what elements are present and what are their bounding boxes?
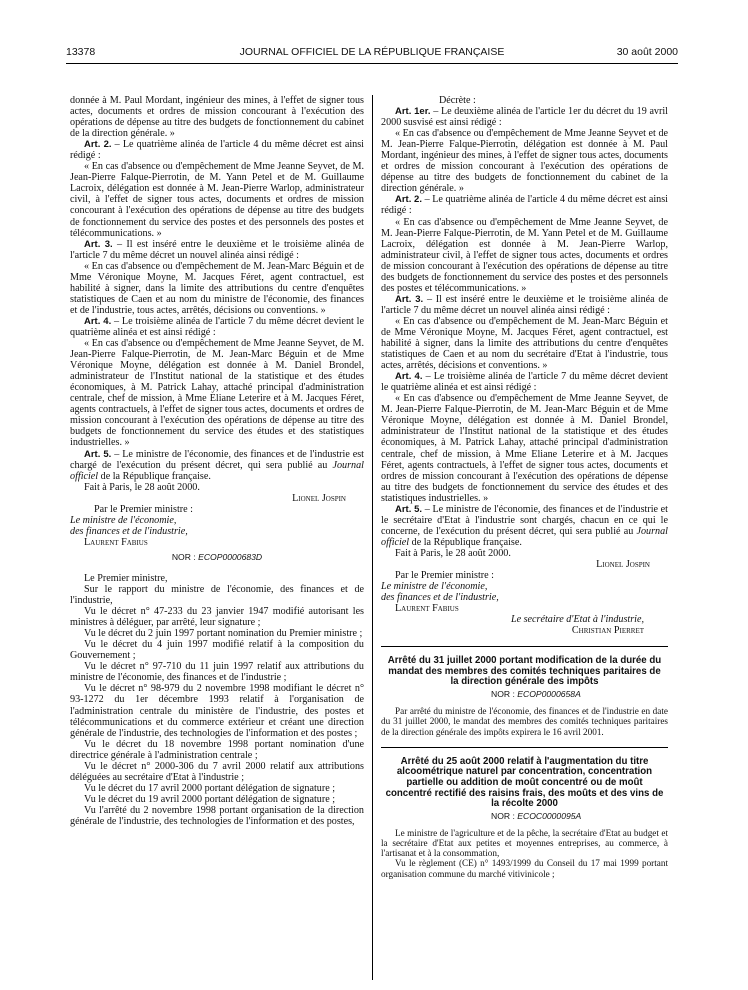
article-3 (70, 239, 364, 261)
nor-reference (381, 811, 668, 822)
article-text: – Le troisième alinéa de l'article 7 du même décret devient le quatrième alinéa et est ainsi rédigé : (381, 371, 668, 394)
article-2 (70, 139, 364, 161)
fait-line: Fait à Paris, le 28 août 2000. (395, 547, 511, 559)
par-premier-ministre: Par le Premier ministre : (395, 570, 494, 582)
left-column (70, 95, 364, 827)
paragraph: Vu l'arrêté du 2 novembre 1998 portant organisation de la direction générale de l'industrie, des technologies de l'information et des postes, (70, 804, 364, 827)
article-text: – Il est inséré entre le deuxième et le troisième alinéa de l'article 7 du même décret un nouvel alinéa ainsi rédigé : (70, 238, 364, 261)
quote-paragraph: « En cas d'absence ou d'empêchement de Mme Jeanne Seyvet, de M. Jean-Pierre Falque-Pierrotin, de M. Jean-Marc Béguin et de Mme Véronique Moyne, délégation est donnée à M. Daniel Brondel, administrateur de l'Institut national de la statistique et des études économiques, à M. Patrick Lahay, attaché principal d'administration centrale, chef de mission, à Mme Eliane Leterire et à M. Jacques Féret, agents contractuels, à l'effet de signer tous actes, documents et ordres de mission concourant à l'exécution des opérations de dépense au titre des budgets de fonctionnement du service des études et des statistiques industrielles. » (381, 393, 668, 504)
article-text: – Il est inséré entre le deuxième et le troisième alinéa de l'article 7 du même décret un nouvel alinéa ainsi rédigé : (381, 293, 668, 316)
column-divider (372, 95, 373, 980)
article-label: Art. 1er. (395, 106, 431, 118)
quote-paragraph: « En cas d'absence ou d'empêchement de Mme Jeanne Seyvet, de M. Jean-Pierre Falque-Pierrotin, de M. Jean-Marc Béguin et de Mme Véronique Moyne, délégation est donnée à M. Daniel Brondel, administrateur de l'Institut national de la statistique et des études économiques, à M. Patrick Lahay, attaché principal d'administration centrale, chef de mission, à Mme Eliane Leterire et à M. Jacques Féret, agents contractuels, à l'effet de signer tous actes, documents et ordres de mission concourant à l'exécution des opérations de dépense au titre des budgets de fonctionnement du service des études et des statistiques industrielles. » (70, 338, 364, 449)
minister-title-1: Le ministre de l'économie, (381, 581, 488, 593)
minister-title-2: des finances et de l'industrie, (381, 592, 499, 604)
journal-name: Journal officiel (70, 459, 364, 482)
paragraph: Vu le décret n° 97-710 du 11 juin 1997 relatif aux attributions du ministre de l'économie, des finances et de l'industrie ; (70, 661, 364, 684)
quote-paragraph: « En cas d'absence ou d'empêchement de Mme Jeanne Seyvet, de M. Jean-Pierre Falque-Pierrotin, de M. Yann Petel et de M. Guillaume Lacroix, délégation est donnée à M. Jean-Pierre Warlop, administrateur civil, à l'effet de signer tous actes, documents et ordres de mission concourant à l'exécution des opérations de dépense au titre des budgets de fonctionnement du service des postes et des personnels des postes et télécommunications. » (70, 161, 364, 239)
paragraph: Le Premier ministre, (84, 572, 168, 584)
article-label: Art. 4. (84, 315, 112, 327)
article-label: Art. 3. (84, 238, 113, 250)
paragraph: Vu le décret n° 47-233 du 23 janvier 1947 modifié autorisant les ministres à déléguer, par arrêté, leur signature ; (70, 606, 364, 629)
arrete-title: Arrêté du 25 août 2000 relatif à l'augmentation du titre alcoométrique naturel par concentration, concentration partielle ou addition de moût concentré ou de moût concentré rectifié des raisins frais, des moûts et des vins de la récolte 2000 (385, 755, 664, 810)
nor-code: ECOP0000658A (517, 689, 581, 700)
nor-prefix: NOR : (491, 689, 518, 700)
paragraph: Le ministre de l'agriculture et de la pêche, la secrétaire d'Etat au budget et la secrétaire d'Etat aux petites et moyennes entreprises, au commerce, à l'artisanat et à la consommation, (381, 827, 668, 859)
secretary-title: Le secrétaire d'Etat à l'industrie, (510, 614, 644, 626)
quote-paragraph: « En cas d'absence ou d'empêchement de Mme Jeanne Seyvet et de M. Jean-Pierre Falque-Pierrotin, délégation est donnée à M. Paul Mordant, ingénieur des mines, à l'effet de signer tous actes, documents et ordres de mission concourant à l'exécution des opérations de dépense au titre des budgets de fonctionnement du cabinet de la direction générale. » (381, 128, 668, 195)
article-4 (381, 371, 668, 393)
page-number: 13378 (66, 46, 96, 58)
nor-code: ECOP0000683D (198, 551, 263, 562)
article-1 (381, 106, 668, 128)
article-3 (381, 294, 668, 316)
paragraph: Vu le décret n° 2000-306 du 7 avril 2000 relatif aux attributions déléguées au secrétaire d'Etat à l'industrie ; (70, 760, 364, 783)
paragraph: Vu le décret n° 98-979 du 2 novembre 1998 modifiant le décret n° 93-1272 du 1er décembre 1993 relatif à l'organisation de l'administration centrale du ministère de l'industrie, des postes et télécommunications et du commerce extérieur et créant une direction générale de l'industrie, des technologies de l'information et des postes ; (70, 683, 364, 739)
header-rule (66, 63, 678, 64)
article-label: Art. 4. (395, 371, 423, 383)
article-5 (70, 449, 364, 482)
article-2 (381, 194, 668, 216)
signature-pm: Lionel Jospin (292, 492, 346, 504)
article-text: – Le quatrième alinéa de l'article 4 du même décret est ainsi rédigé : (381, 194, 668, 217)
article-text-end: de la République française. (409, 536, 522, 548)
paragraph: Vu le décret du 4 juin 1997 modifié relatif à la composition du Gouvernement ; (70, 639, 364, 662)
article-5 (381, 504, 668, 548)
article-text-end: de la République française. (98, 470, 211, 482)
nor-reference (70, 552, 364, 563)
paragraph: Vu le règlement (CE) n° 1493/1999 du Conseil du 17 mai 1999 portant organisation commune du marché vitivinicole ; (381, 858, 668, 879)
section-separator (381, 747, 668, 748)
article-label: Art. 2. (84, 139, 112, 151)
paragraph: Vu le décret du 19 avril 2000 portant délégation de signature ; (84, 793, 336, 805)
page-header (66, 46, 678, 62)
paragraph: Vu le décret du 2 juin 1997 portant nomination du Premier ministre ; (84, 628, 363, 640)
article-4 (70, 316, 364, 338)
nor-prefix: NOR : (491, 810, 518, 821)
article-text: – Le troisième alinéa de l'article 7 du même décret devient le quatrième alinéa et est ainsi rédigé : (70, 315, 364, 338)
article-text: – Le ministre de l'économie, des finances et de l'industrie est chargé de l'exécution du présent décret, qui sera publié au (70, 448, 364, 471)
nor-prefix: NOR : (171, 551, 199, 562)
paragraph: donnée à M. Paul Mordant, ingénieur des mines, à l'effet de signer tous actes, documents et ordres de mission concourant à l'exécution des opérations de dépense au titre des budgets de fonctionnement du cabinet de la direction générale. » (70, 95, 364, 140)
paragraph: Vu le décret du 18 novembre 1998 portant nomination d'une directrice générale à l'administration centrale ; (70, 738, 364, 761)
article-label: Art. 3. (395, 293, 424, 305)
decrete-heading: Décrète : (439, 95, 476, 106)
issue-date: 30 août 2000 (616, 46, 678, 58)
article-label: Art. 5. (395, 503, 423, 515)
article-text: – Le quatrième alinéa de l'article 4 du même décret est ainsi rédigé : (70, 139, 364, 162)
par-premier-ministre: Par le Premier ministre : (94, 503, 193, 515)
right-column (381, 95, 668, 879)
fait-line: Fait à Paris, le 28 août 2000. (84, 481, 200, 493)
nor-reference (381, 689, 668, 700)
minister-title-1: Le ministre de l'économie, (70, 514, 177, 526)
minister-name: Laurent Fabius (395, 603, 459, 615)
secretary-name: Christian Pierret (571, 625, 644, 637)
quote-paragraph: « En cas d'absence ou d'empêchement de Mme Jeanne Seyvet, de M. Jean-Pierre Falque-Pierrotin, de M. Yann Petel et de M. Guillaume Lacroix, délégation est donnée à M. Jean-Pierre Warlop, administrateur civil, à l'effet de signer tous actes, documents et ordres de mission concourant à l'exécution des opérations de dépense au titre des budgets de fonctionnement du service des postes et des personnels des postes et télécommunications. » (381, 216, 668, 294)
paragraph: Sur le rapport du ministre de l'économie, des finances et de l'industrie, (70, 584, 364, 607)
minister-name: Laurent Fabius (84, 536, 148, 548)
journal-title: JOURNAL OFFICIEL DE LA RÉPUBLIQUE FRANÇAISE (239, 46, 505, 58)
article-label: Art. 5. (84, 448, 112, 460)
quote-paragraph: « En cas d'absence ou d'empêchement de M. Jean-Marc Béguin et de Mme Véronique Moyne, M. Jacques Féret, agent contractuel, est habilité à signer, dans la limite des attributions du centre d'enquêtes statistiques de Caen et au nom du secrétaire d'Etat à l'industrie, tous actes, arrêtés, décisions et conventions. » (381, 315, 668, 372)
quote-paragraph: « En cas d'absence ou d'empêchement de M. Jean-Marc Béguin et de Mme Véronique Moyne, M. Jacques Féret, agent contractuel, est habilité à signer, dans la limite des attributions du centre d'enquêtes statistiques de Caen et au nom du ministre de l'économie, des finances et de l'industrie, tous actes, arrêtés, décisions ou conventions. » (70, 260, 364, 316)
paragraph: Vu le décret du 17 avril 2000 portant délégation de signature ; (84, 782, 336, 794)
article-text: – Le deuxième alinéa de l'article 1er du décret du 19 avril 2000 susvisé est ainsi rédigé : (381, 106, 668, 129)
nor-code: ECOC0000095A (517, 810, 582, 821)
minister-title-2: des finances et de l'industrie, (70, 525, 188, 537)
section-separator (381, 646, 668, 647)
arrete-title: Arrêté du 31 juillet 2000 portant modification de la durée du mandat des membres des comités techniques paritaires de la direction générale des impôts (387, 655, 662, 688)
paragraph: Par arrêté du ministre de l'économie, des finances et de l'industrie en date du 31 juillet 2000, le mandat des membres des comités techniques paritaires de la direction générale des impôts expirera le 16 avril 2001. (381, 706, 668, 737)
signature-pm: Lionel Jospin (596, 558, 650, 570)
journal-name: Journal officiel (381, 525, 668, 548)
article-label: Art. 2. (395, 194, 422, 206)
article-text: – Le ministre de l'économie, des finances et de l'industrie et le secrétaire d'Etat à l'industrie sont chargés, chacun en ce qui le concerne, de l'exécution du présent décret, qui sera publié au (381, 503, 668, 537)
